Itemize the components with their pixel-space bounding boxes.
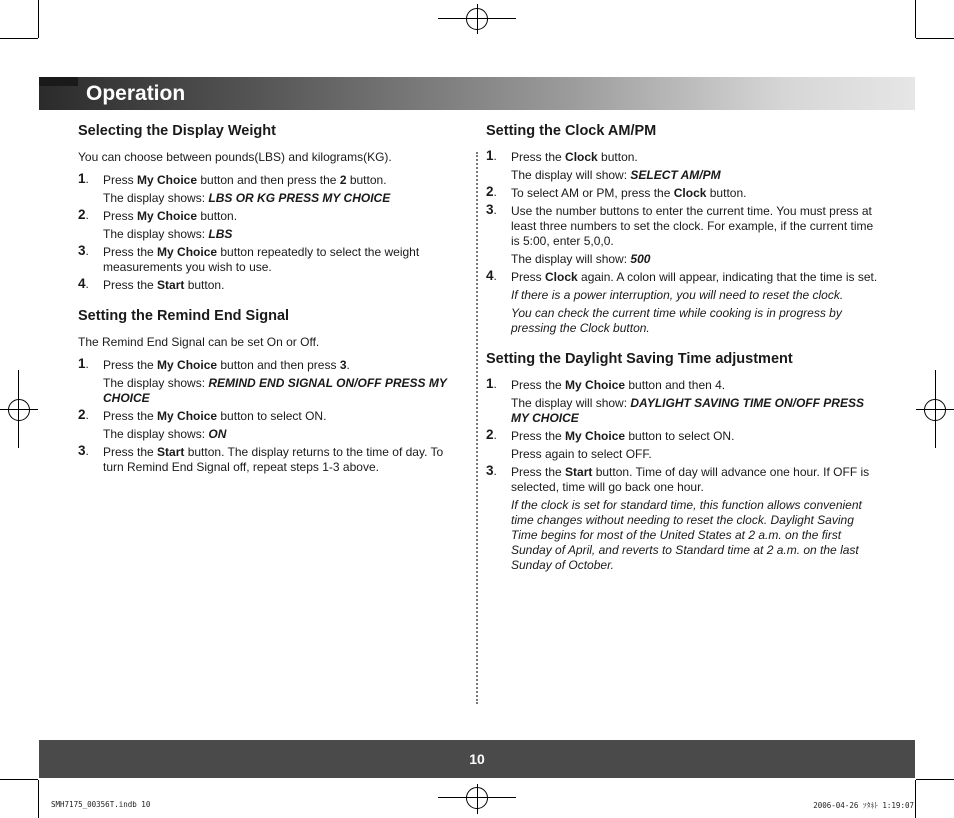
italic-note: If the clock is set for standard time, this function allows convenient time changes without needing to reset the clock. Daylight Saving Time begins for most of the United States at 2 a.m. on the first Sunday of April, and reverts to Standard time at 2 a.m. on the last Sunday of October.	[511, 498, 862, 572]
page-number: 10	[469, 751, 485, 767]
step: 4 . Press the Start button.	[78, 278, 464, 293]
step-number: 3 .	[78, 443, 89, 459]
step: 1 . Press My Choice button and then press the 2 button.	[78, 173, 464, 188]
section-intro: The Remind End Signal can be set On or Off.	[78, 335, 320, 349]
section-heading: Setting the Daylight Saving Time adjustment	[486, 351, 793, 367]
step-subtext: Press again to select OFF.	[511, 447, 652, 461]
step: 2 . Press the My Choice button to select ON.	[78, 409, 464, 424]
registration-circle	[8, 399, 30, 421]
step-number: 4 .	[486, 268, 497, 284]
crop-mark	[915, 780, 916, 818]
step: 2 . Press the My Choice button to select ON.	[486, 429, 882, 444]
registration-circle	[924, 399, 946, 421]
crop-mark	[916, 779, 954, 780]
print-slug-left: SMH7175_00356T.indb 10	[51, 800, 151, 809]
display-readout: The display will show: SELECT AM/PM	[511, 168, 721, 182]
display-readout: The display shows: REMIND END SIGNAL ON/OFF PRESS MY CHOICE	[103, 376, 447, 405]
step: 3 . Press the My Choice button repeatedly to select the weight measurements you wish to use.	[78, 245, 464, 275]
display-readout: The display shows: ON	[103, 427, 227, 441]
step: 4 . Press Clock again. A colon will appear, indicating that the time is set.	[486, 270, 882, 285]
right-column	[486, 122, 882, 587]
section-display-weight	[78, 122, 464, 293]
display-readout: The display will show: DAYLIGHT SAVING TIME ON/OFF PRESS MY CHOICE	[511, 396, 864, 425]
display-readout: The display shows: LBS	[103, 227, 233, 241]
step-number: 2 .	[486, 427, 497, 443]
page-title: Operation	[86, 82, 186, 105]
section-heading: Setting the Clock AM/PM	[486, 123, 657, 139]
crop-mark	[0, 38, 38, 39]
display-readout: The display will show: 500	[511, 252, 651, 266]
step-number: 4 .	[78, 276, 89, 292]
column-divider	[476, 152, 478, 704]
step-number: 3 .	[486, 202, 497, 218]
crop-mark	[916, 38, 954, 39]
display-readout: The display shows: LBS OR KG PRESS MY CHOICE	[103, 191, 391, 205]
crop-mark	[38, 0, 39, 38]
registration-circle	[466, 787, 488, 809]
section-intro: You can choose between pounds(LBS) and kilograms(KG).	[78, 150, 392, 164]
step: 1 . Press the Clock button.	[486, 150, 882, 165]
section-daylight-saving	[486, 350, 882, 573]
section-remind-end-signal	[78, 307, 464, 475]
step: 2 . Press My Choice button.	[78, 209, 464, 224]
step: 3 . Press the Start button. The display returns to the time of day. To turn Remind End Signal off, repeat steps 1-3 above.	[78, 445, 464, 475]
italic-note: You can check the current time while cooking is in progress by pressing the Clock button.	[511, 306, 842, 335]
step-number: 1 .	[78, 356, 89, 372]
step-number: 2 .	[78, 407, 89, 423]
step-number: 3 .	[486, 463, 497, 479]
registration-circle	[466, 8, 488, 30]
step: 1 . Press the My Choice button and then press 3.	[78, 358, 464, 373]
italic-note: If there is a power interruption, you will need to reset the clock.	[511, 288, 844, 302]
crop-mark	[915, 0, 916, 38]
step: 1 . Press the My Choice button and then 4.	[486, 378, 882, 393]
left-column	[78, 122, 464, 489]
section-heading: Setting the Remind End Signal	[78, 308, 290, 324]
step: 2 . To select AM or PM, press the Clock button.	[486, 186, 882, 201]
step-number: 3 .	[78, 243, 89, 259]
crop-mark	[38, 780, 39, 818]
print-slug-right: 2006-04-26 ｿﾀﾈﾄ 1:19:07	[813, 801, 914, 810]
section-heading: Selecting the Display Weight	[78, 123, 276, 139]
step-number: 2 .	[78, 207, 89, 223]
step: 3 . Press the Start button. Time of day will advance one hour. If OFF is selected, time will go back one hour.	[486, 465, 882, 495]
section-clock-am-pm	[486, 122, 882, 336]
step: 3 . Use the number buttons to enter the current time. You must press at least three numbers to set the clock. For example, if the current time is 5:00, enter 5,0,0.	[486, 204, 882, 249]
step-number: 1 .	[486, 148, 497, 164]
crop-mark	[0, 779, 38, 780]
step-number: 1 .	[486, 376, 497, 392]
header-tab	[39, 77, 78, 86]
step-number: 2 .	[486, 184, 497, 200]
step-number: 1 .	[78, 171, 89, 187]
